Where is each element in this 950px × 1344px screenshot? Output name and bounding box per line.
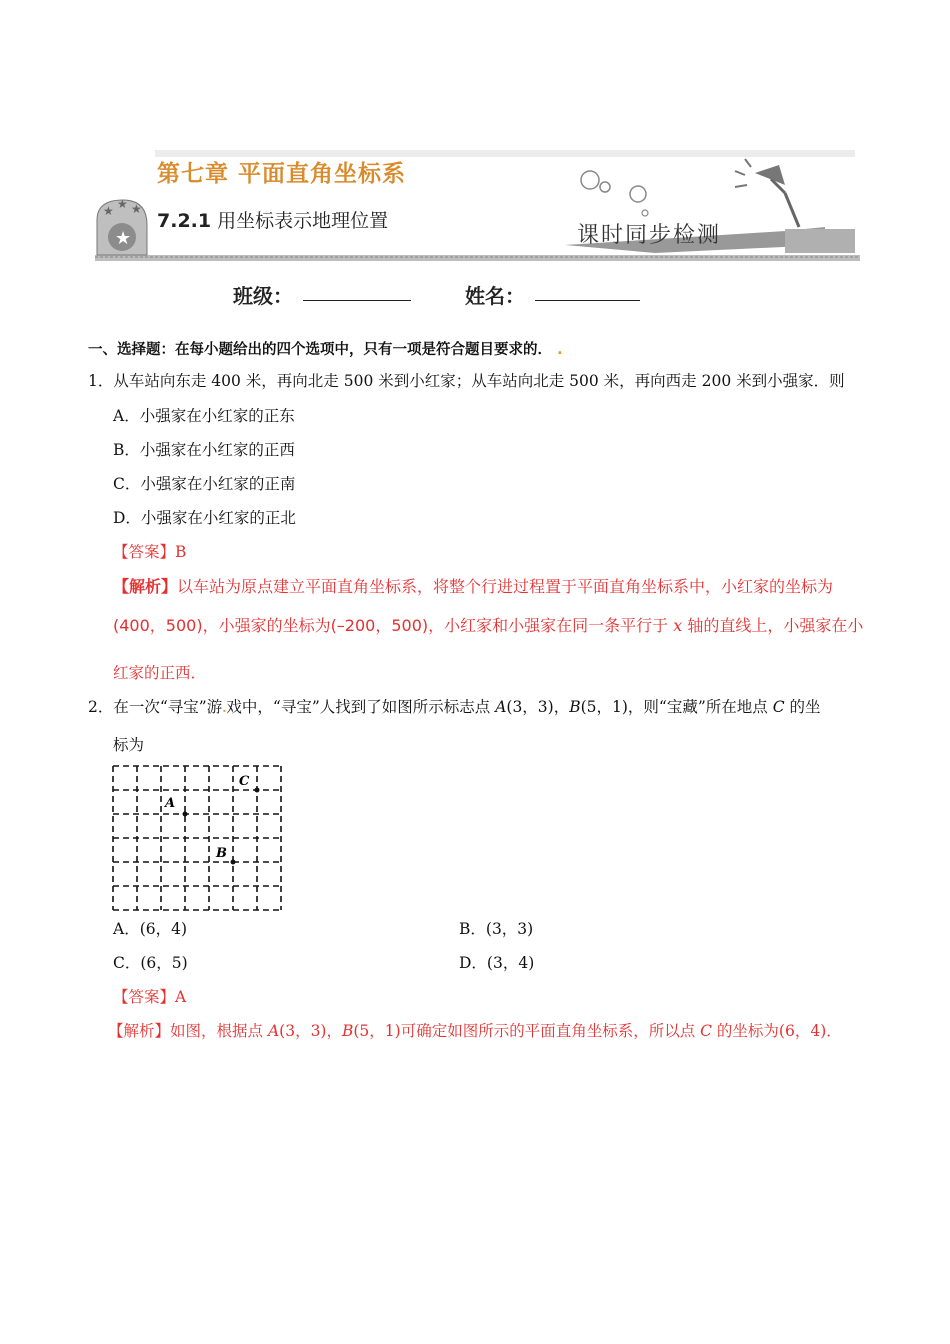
point-b-marker (231, 860, 236, 865)
quiz-tag: 课时同步检测 (577, 223, 722, 248)
q2-option-d: D．(3，4) (459, 954, 535, 972)
q1-analysis-line-2 (113, 616, 863, 636)
q1-option-c: C．小强家在小红家的正南 (113, 475, 296, 493)
section-name: 用坐标表示地理位置 (211, 210, 389, 232)
q1-analysis-line-1 (113, 577, 833, 597)
q2-answer-value: A (175, 988, 187, 1006)
point-b-label: B (216, 846, 227, 861)
q2-option-c: C．(6，5) (113, 954, 188, 972)
svg-text:★: ★ (103, 204, 114, 218)
q2-stem-part-a: 2．在一次“寻宝”游 (88, 698, 223, 716)
q2-answer (113, 987, 186, 1007)
q2-stem-point-b: B (569, 698, 581, 716)
instructions-text: 一、选择题：在每小题给出的四个选项中，只有一项是符合题目要求的． (88, 342, 552, 358)
mark-dot-2: . (222, 701, 227, 715)
name-label: 姓名： (465, 284, 525, 308)
point-c-label: C (239, 774, 250, 789)
point-c-marker (255, 788, 260, 793)
q1-analysis-line-3: 红家的正西． (113, 664, 207, 682)
q1-analysis-label: 【解析】 (113, 577, 178, 596)
section-title (157, 206, 388, 233)
q2-analysis (108, 1021, 842, 1041)
point-a-label: A (165, 796, 176, 811)
svg-text:★: ★ (117, 197, 128, 211)
chapter-title: 第七章 平面直角坐标系 (157, 161, 407, 187)
q2-analysis-label: 【解析】 (108, 1022, 171, 1040)
q2-analysis-point-c: C (700, 1022, 712, 1040)
q2-stem-line-2: 标为 (113, 736, 145, 754)
q2-stem-point-c: C (772, 698, 785, 716)
q1-answer-value: B (175, 543, 187, 561)
q2-option-a: A．(6，4) (113, 920, 188, 938)
q2-analysis-point-a: A (267, 1022, 280, 1040)
point-a-marker (183, 812, 188, 817)
svg-text:★: ★ (115, 228, 132, 249)
q2-analysis-text-b: (3，3)， (279, 1022, 342, 1040)
q1-analysis-text-2a: (400，500)，小强家的坐标为(–200，500)，小红家和小强家在同一条平行于 (113, 616, 674, 635)
section-number: 7.2.1 (157, 210, 212, 232)
q2-stem-tail: 的坐 (784, 698, 821, 716)
q2-option-b: B．(3，3) (459, 920, 534, 938)
q1-analysis-text-1: 以车站为原点建立平面直角坐标系，将整个行进过程置于平面直角坐标系中，小红家的坐标为 (177, 577, 834, 596)
section-instructions (88, 340, 563, 360)
mark-dot: . (557, 342, 563, 358)
q1-answer-label: 【答案】 (113, 543, 176, 561)
q2-analysis-text-a: 如图，根据点 (170, 1022, 268, 1040)
q1-analysis-x: x (673, 616, 683, 635)
q1-stem: 1．从车站向东走 400 米，再向北走 500 米到小红家；从车站向北走 500 米，再向西走 200 米到小强家．则 (88, 372, 845, 390)
q2-stem-line-1 (88, 697, 821, 718)
q2-stem-point-a: A (495, 698, 507, 716)
q1-analysis-text-2b: 轴的直线上，小强家在小 (682, 616, 864, 635)
q2-stem-b-coord: (5，1)，则“宝藏”所在地点 (580, 698, 773, 716)
q1-answer (113, 542, 186, 562)
name-blank[interactable] (535, 300, 640, 301)
q2-stem-a-coord: (3，3)， (506, 698, 570, 716)
q1-option-a: A．小强家在小红家的正东 (113, 407, 295, 425)
q2-analysis-text-d: 的坐标为(6，4)． (712, 1022, 842, 1040)
q2-analysis-point-b: B (341, 1022, 354, 1040)
q1-option-d: D．小强家在小红家的正北 (113, 509, 296, 527)
treasure-grid-figure (112, 765, 282, 911)
q1-option-b: B．小强家在小红家的正西 (113, 441, 295, 459)
class-label: 班级： (233, 284, 293, 308)
q2-stem-part-b: 戏中，“寻宝”人找到了如图所示标志点 (226, 698, 496, 716)
grid-lines (113, 766, 281, 910)
q2-analysis-text-c: (5，1)可确定如图所示的平面直角坐标系，所以点 (353, 1022, 701, 1040)
class-blank[interactable] (303, 300, 411, 301)
svg-text:★: ★ (131, 202, 142, 216)
q2-answer-label: 【答案】 (113, 988, 176, 1006)
